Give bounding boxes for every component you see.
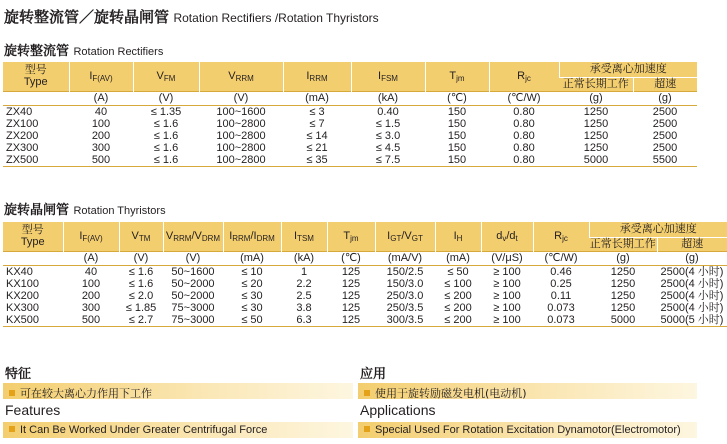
table-cell: 1250 xyxy=(610,277,636,290)
table-cell: ≤ 1.35 xyxy=(150,105,182,118)
table-cell: ≤ 20 xyxy=(241,277,263,290)
vrrm-header: $V_{RRM}$ xyxy=(199,62,283,91)
table-cell: ≥ 100 xyxy=(493,277,521,290)
unit-cell xyxy=(3,251,63,265)
unit-cell: (A) xyxy=(63,251,119,265)
table-cell: ≤ 14 xyxy=(306,129,328,142)
rectifiers-section-title xyxy=(4,40,163,58)
unit-cell: (mA) xyxy=(283,91,351,105)
table-cell: ZX40 xyxy=(6,105,33,118)
itsm-header: $I_{TSM}$ xyxy=(281,222,327,251)
long-term-header: 正常长期工作 xyxy=(589,238,656,250)
unit-cell: (V) xyxy=(133,91,199,105)
table-cell: 1250 xyxy=(583,141,609,154)
table-cell: ≤ 200 xyxy=(444,301,472,314)
type-header-cn: 型号 xyxy=(24,64,47,77)
table-cell: 2500 xyxy=(652,105,678,118)
table-cell: 2.5 xyxy=(296,289,312,302)
table-cell: 100 xyxy=(81,277,101,290)
thyristors-section-title xyxy=(4,199,166,217)
unit-cell: (kA) xyxy=(281,251,327,265)
table-cell: ≤ 50 xyxy=(223,314,281,327)
page-title-cn: 旋转整流管／旋转晶闸管 xyxy=(4,8,170,26)
applications-heading-en: Applications xyxy=(360,402,436,418)
table-cell: 150/2.5 xyxy=(386,265,424,278)
table-cell: 125 xyxy=(327,314,375,327)
table-cell: 200 xyxy=(81,289,101,302)
applications-panel xyxy=(358,360,697,440)
table-cell: ≤ 7.5 xyxy=(351,154,425,167)
unit-cell: (g) xyxy=(633,91,697,105)
table-cell: 2.2 xyxy=(296,277,312,290)
table-cell: ≤ 7 xyxy=(309,117,325,130)
table-cell: 125 xyxy=(341,277,361,290)
table-cell: 200 xyxy=(91,129,111,142)
applications-heading-cn: 应用 xyxy=(360,367,387,382)
table-cell: 0.80 xyxy=(513,105,535,118)
table-cell: 100~2800 xyxy=(216,129,266,142)
type-header-cn: 型号 xyxy=(21,224,44,237)
rectifiers-table xyxy=(3,62,697,167)
table-cell: 5000 xyxy=(589,314,657,327)
unit-cell: (g) xyxy=(589,251,657,265)
table-cell: 1250 xyxy=(610,301,636,314)
table-cell: ≤ 200 xyxy=(435,314,481,327)
thyristors-title-en: Rotation Thyristors xyxy=(73,205,166,217)
bullet-icon xyxy=(364,390,370,396)
table-row xyxy=(3,118,697,130)
unit-cell: (mA) xyxy=(435,251,481,265)
table-cell: 150/3.0 xyxy=(386,277,424,290)
table-cell: ≤ 1.6 xyxy=(133,154,199,167)
igt-vgt-header: $I_{GT}/V_{GT}$ xyxy=(375,222,435,251)
table-cell: 75~3000 xyxy=(171,301,215,314)
table-cell: 100~2800 xyxy=(216,117,266,130)
table-cell: ZX300 xyxy=(6,141,39,154)
table-cell: 0.073 xyxy=(533,314,589,327)
table-row xyxy=(3,142,697,154)
table-cell: 100~2800 xyxy=(216,141,266,154)
table-cell: 1250 xyxy=(583,117,609,130)
table-cell: ≤ 100 xyxy=(444,277,472,290)
table-cell: 0.80 xyxy=(513,117,535,130)
table-cell: 150 xyxy=(447,117,467,130)
table-cell: 500 xyxy=(69,154,133,167)
rectifiers-title-en: Rotation Rectifiers xyxy=(73,46,164,58)
table-cell: 50~2000 xyxy=(171,289,215,302)
unit-cell: (g) xyxy=(559,91,633,105)
table-cell: 75~3000 xyxy=(163,314,223,327)
page-title xyxy=(4,6,379,26)
table-cell: 150 xyxy=(447,141,467,154)
bullet-icon xyxy=(9,426,15,432)
unit-cell: (V/μS) xyxy=(481,251,533,265)
features-item-en: It Can Be Worked Under Greater Centrifugal Force xyxy=(9,424,267,436)
footer xyxy=(3,360,697,440)
table-cell: 1250 xyxy=(583,105,609,118)
table-cell: 1 xyxy=(300,265,308,278)
rectifiers-title-cn: 旋转整流管 xyxy=(4,44,70,59)
over-speed-header: 超速 xyxy=(657,237,727,251)
centrifugal-header: 承受离心加速度 xyxy=(559,62,697,77)
table-cell: 5500 xyxy=(633,154,697,167)
table-cell: 150 xyxy=(425,154,489,167)
unit-cell: (A) xyxy=(69,91,133,105)
table-cell: ≥ 100 xyxy=(493,289,521,302)
irrm-idrm-header: $I_{RRM}/I_{DRM}$ xyxy=(223,222,281,251)
table-cell: 500 xyxy=(63,314,119,327)
table-cell: 2500(4 小时) xyxy=(660,289,724,302)
features-heading-cn: 特征 xyxy=(5,367,32,382)
table-row xyxy=(3,278,727,290)
table-cell: KX500 xyxy=(3,314,63,327)
bullet-icon xyxy=(364,426,370,432)
centrifugal-header: 承受离心加速度 xyxy=(589,222,727,237)
rjc-header: $R_{jc}$ xyxy=(489,62,559,91)
vf-header: $V_{FM}$ xyxy=(133,62,199,91)
table-cell: ≤ 2.0 xyxy=(128,289,154,302)
table-row xyxy=(3,154,697,167)
unit-cell: (℃/W) xyxy=(533,251,589,265)
table-cell: 5000(5 小时) xyxy=(657,314,727,327)
table-cell: ≤ 1.6 xyxy=(128,277,154,290)
page-title-en: Rotation Rectifiers /Rotation Thyristors xyxy=(173,11,379,25)
unit-cell: (g) xyxy=(657,251,727,265)
table-cell: 6.3 xyxy=(281,314,327,327)
table-cell: 300/3.5 xyxy=(375,314,435,327)
type-header-en: Type xyxy=(20,236,45,249)
unit-cell: (℃) xyxy=(327,251,375,265)
applications-item-cn: 使用于旋转励磁发电机(电动机) xyxy=(364,385,527,401)
unit-cell xyxy=(3,91,69,105)
table-cell: 250/3.5 xyxy=(386,301,424,314)
table-cell: ≤ 2.7 xyxy=(119,314,163,327)
table-cell: 0.80 xyxy=(513,129,535,142)
table-cell: 100~1600 xyxy=(216,105,266,118)
table-cell: ≤ 1.6 xyxy=(153,117,179,130)
table-cell: ≤ 21 xyxy=(306,141,328,154)
table-cell: 50~1600 xyxy=(171,265,215,278)
irrm-header: $I_{RRM}$ xyxy=(283,62,351,91)
table-cell: 0.46 xyxy=(550,265,572,278)
vrrm-vdrm-header: $V_{RRM}/V_{DRM}$ xyxy=(163,222,223,251)
unit-cell: (kA) xyxy=(351,91,425,105)
table-cell: 0.11 xyxy=(550,289,572,302)
unit-cell: (mA) xyxy=(223,251,281,265)
table-row xyxy=(3,290,727,302)
table-cell: 250/3.0 xyxy=(386,289,424,302)
table-cell: ≤ 50 xyxy=(447,265,469,278)
table-cell: 5000 xyxy=(559,154,633,167)
type-header xyxy=(3,62,69,91)
table-row xyxy=(3,105,697,118)
table-cell: ≤ 1.85 xyxy=(125,301,157,314)
table-cell: ≥ 100 xyxy=(493,301,521,314)
table-cell: 0.80 xyxy=(489,154,559,167)
vt-header: $V_{TM}$ xyxy=(119,222,163,251)
table-cell: 300 xyxy=(81,301,101,314)
table-cell: 0.073 xyxy=(547,301,575,314)
table-cell: ≥ 100 xyxy=(481,314,533,327)
unit-cell: (℃) xyxy=(425,91,489,105)
table-cell: 100~2800 xyxy=(199,154,283,167)
long-term-header: 正常长期工作 xyxy=(559,77,633,91)
table-cell: 125 xyxy=(341,301,361,314)
table-cell: 1250 xyxy=(610,289,636,302)
if-header: $I_{F(AV)}$ xyxy=(63,222,119,251)
table-cell: 3.8 xyxy=(296,301,312,314)
table-row xyxy=(3,265,727,278)
tj-header: $T_{jm}$ xyxy=(327,222,375,251)
table-cell: 2500(4 小时) xyxy=(660,277,724,290)
table-cell: KX40 xyxy=(6,265,33,278)
thyristors-table xyxy=(3,222,727,327)
table-cell: KX200 xyxy=(6,289,40,302)
table-cell: ≤ 1.6 xyxy=(153,129,179,142)
table-cell: 2500(4 小时) xyxy=(660,265,724,278)
table-cell: 2500 xyxy=(652,129,678,142)
table-cell: ≤ 3 xyxy=(309,105,325,118)
table-cell: 2500 xyxy=(652,141,678,154)
applications-item-en: Special Used For Rotation Excitation Dynamotor(Electromotor) xyxy=(364,424,681,436)
table-cell: ZX200 xyxy=(6,129,39,142)
unit-cell: (V) xyxy=(119,251,163,265)
type-header xyxy=(3,222,63,251)
ifsm-header: $I_{FSM}$ xyxy=(351,62,425,91)
unit-cell: (V) xyxy=(199,91,283,105)
tj-header: $T_{jm}$ xyxy=(425,62,489,91)
type-header-en: Type xyxy=(23,76,48,89)
rjc-header: $R_{jc}$ xyxy=(533,222,589,251)
table-cell: ≥ 100 xyxy=(493,265,521,278)
table-cell: ≤ 30 xyxy=(241,289,263,302)
table-cell: 1250 xyxy=(610,265,636,278)
table-cell: KX100 xyxy=(6,277,40,290)
table-cell: ≤ 1.6 xyxy=(128,265,154,278)
table-cell: 125 xyxy=(341,289,361,302)
bullet-icon xyxy=(9,390,15,396)
table-cell: 40 xyxy=(94,105,108,118)
if-header: $I_{F(AV)}$ xyxy=(69,62,133,91)
over-speed-header: 超速 xyxy=(633,77,697,91)
table-cell: ≤ 200 xyxy=(444,289,472,302)
ih-header: $I_H$ xyxy=(435,222,481,251)
dvdt-header: $d_v/d_t$ xyxy=(481,222,533,251)
table-cell: ≤ 35 xyxy=(283,154,351,167)
thyristors-title-cn: 旋转晶闸管 xyxy=(4,203,70,218)
table-cell: ≤ 30 xyxy=(241,301,263,314)
unit-cell: (mA/V) xyxy=(375,251,435,265)
table-cell: ≤ 3.0 xyxy=(375,129,401,142)
table-cell: 2500 xyxy=(652,117,678,130)
table-cell: 0.40 xyxy=(377,105,399,118)
table-cell: 0.25 xyxy=(550,277,572,290)
table-cell: 125 xyxy=(341,265,361,278)
table-cell: ≤ 10 xyxy=(241,265,263,278)
table-cell: ≤ 4.5 xyxy=(375,141,401,154)
table-cell: 2500(4 小时) xyxy=(660,301,724,314)
unit-cell: (℃/W) xyxy=(489,91,559,105)
table-cell: ZX100 xyxy=(6,117,39,130)
table-cell: 1250 xyxy=(583,129,609,142)
unit-cell: (V) xyxy=(163,251,223,265)
table-cell: 150 xyxy=(447,105,467,118)
table-cell: 40 xyxy=(84,265,98,278)
table-cell: 300 xyxy=(91,141,111,154)
table-cell: 50~2000 xyxy=(171,277,215,290)
table-cell: ≤ 1.5 xyxy=(375,117,401,130)
table-row xyxy=(3,314,727,327)
table-cell: 150 xyxy=(447,129,467,142)
features-item-cn: 可在较大离心力作用下工作 xyxy=(9,385,152,401)
table-cell: ZX500 xyxy=(3,154,69,167)
table-cell: 100 xyxy=(91,117,111,130)
features-heading-en: Features xyxy=(5,402,61,418)
table-row xyxy=(3,130,697,142)
features-panel xyxy=(3,360,353,440)
table-cell: KX300 xyxy=(6,301,40,314)
table-row xyxy=(3,302,727,314)
table-cell: 0.80 xyxy=(513,141,535,154)
table-cell: ≤ 1.6 xyxy=(153,141,179,154)
